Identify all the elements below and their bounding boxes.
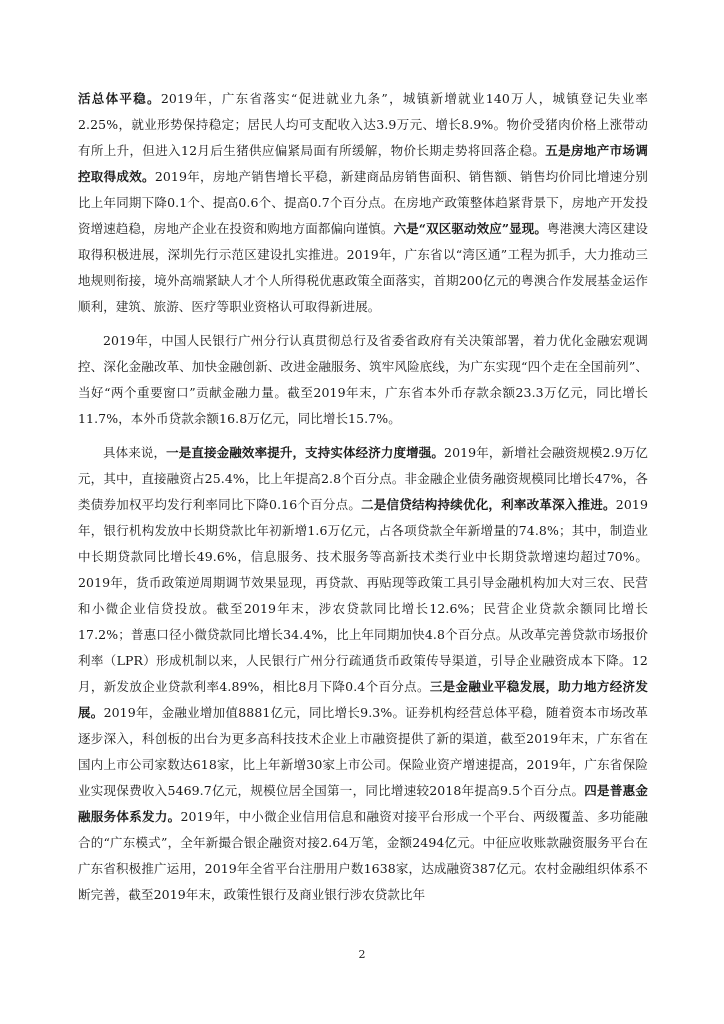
bold-heading: 二是信贷结构持续优化，利率改革深入推进。 [361,497,616,512]
paragraph-text: 2019年，广东省落实“促进就业九条”，城镇新增就业140万人，城镇登记失业率2.25%，就业形势保持稳定；居民人均可支配收入达3.9万元、增长8.9%。物价受猪肉价格上涨带动有所上升，但进入12月后生猪供应偏紧局面有所缓解，物价长期走势将回落企稳。 [78,91,648,158]
paragraph-continued [78,86,648,320]
body-text [78,86,648,908]
paragraph-text: 具体来说， [103,445,167,460]
paragraph-text: 2019年，金融业增加值8881亿元，同比增长9.3%。证券机构经营总体平稳，随着资本市场改革逐步深入，科创板的出台为更多高科技技术企业上市融资提供了新的渠道，截至2019年末，广东省在国内上市公司家数达618家，比上年新增30家上市公司。保险业资产增速提高，2019年，广东省保险业实现保费收入5469.7亿元，规模位居全国第一，同比增速较2018年提高9.5个百分点。 [78,705,648,798]
bold-heading: 五是房地产市场调控取得成效。 [78,143,649,184]
paragraph [78,328,648,432]
paragraph-text: 2019年，银行机构发放中长期贷款比年初新增1.6万亿元，占各项贷款全年新增量的74.8%；其中，制造业中长期贷款同比增长49.6%，信息服务、技术服务等高新技术类行业中长期贷款增速均超过70%。2019年，货币政策逆周期调节效果显现，再贷款、再贴现等政策工具引导金融机构加大对三农、民营和小微企业信贷投放。截至2019年末，涉农贷款同比增长12.6%；民营企业贷款余额同比增长17.2%；普惠口径小微贷款同比增长34.4%，比上年同期加快4.8个百分点。从改革完善贷款市场报价利率（LPR）形成机制以来，人民银行广州分行疏通货币政策传导渠道，引导企业融资成本下降。12月，新发放企业贷款利率4.89%，相比8月下降0.4个百分点。 [78,497,648,694]
paragraph-text: 2019年，中国人民银行广州分行认真贯彻总行及省委省政府有关决策部署，着力优化金融宏观调控、深化金融改革、加快金融创新、改进金融服务、筑牢风险底线，为广东实现“四个走在全国前列”、当好“两个重要窗口”贡献金融力量。截至2019年末，广东省本外币存款余额23.3万亿元，同比增长11.7%，本外币贷款余额16.8万亿元，同比增长15.7%。 [78,333,648,426]
bold-heading: 六是“双区驱动效应”显现。 [393,221,548,236]
paragraph [78,440,648,908]
paragraph-text: 2019年，新增社会融资规模2.9万亿元，其中，直接融资占25.4%，比上年提高2.8个百分点。非金融企业债务融资规模同比增长47%，各类债券加权平均发行利率同比下降0.16个百分点。 [78,445,648,512]
paragraph-text: 2019年，房地产销售增长平稳，新建商品房销售面积、销售额、销售均价同比增速分别比上年同期下降0.1个、提高0.6个、提高0.7个百分点。在房地产政策整体趋紧背景下，房地产开发投资增速趋稳，房地产企业在投资和购地方面都偏向谨慎。 [78,169,648,236]
page-number: 2 [358,948,366,961]
paragraph-text: 粤港澳大湾区建设取得积极进展，深圳先行示范区建设扎实推进。2019年，广东省以“湾区通”工程为抓手，大力推动三地规则衔接，境外高端紧缺人才个人所得税优惠政策全面落实，首期200亿元的粤澳合作发展基金运作顺利，建筑、旅游、医疗等职业资格认可取得新进展。 [78,221,648,314]
paragraph-text: 2019年，中小微企业信用信息和融资对接平台形成一个平台、两级覆盖、多功能融合的“广东模式”，全年新撮合银企融资对接2.64万笔，金额2494亿元。中征应收账款融资服务平台在广东省积极推广运用，2019年全省平台注册用户数1638家，达成融资387亿元。农村金融组织体系不断完善，截至2019年末，政策性银行及商业银行涉农贷款比年 [78,809,648,902]
bold-heading: 活总体平稳。 [78,91,161,106]
bold-heading: 三是金融业平稳发展，助力地方经济发展。 [78,679,648,720]
bold-heading: 一是直接金融效率提升，支持实体经济力度增强。 [166,445,445,460]
bold-heading: 四是普惠金融服务体系发力。 [78,783,648,824]
